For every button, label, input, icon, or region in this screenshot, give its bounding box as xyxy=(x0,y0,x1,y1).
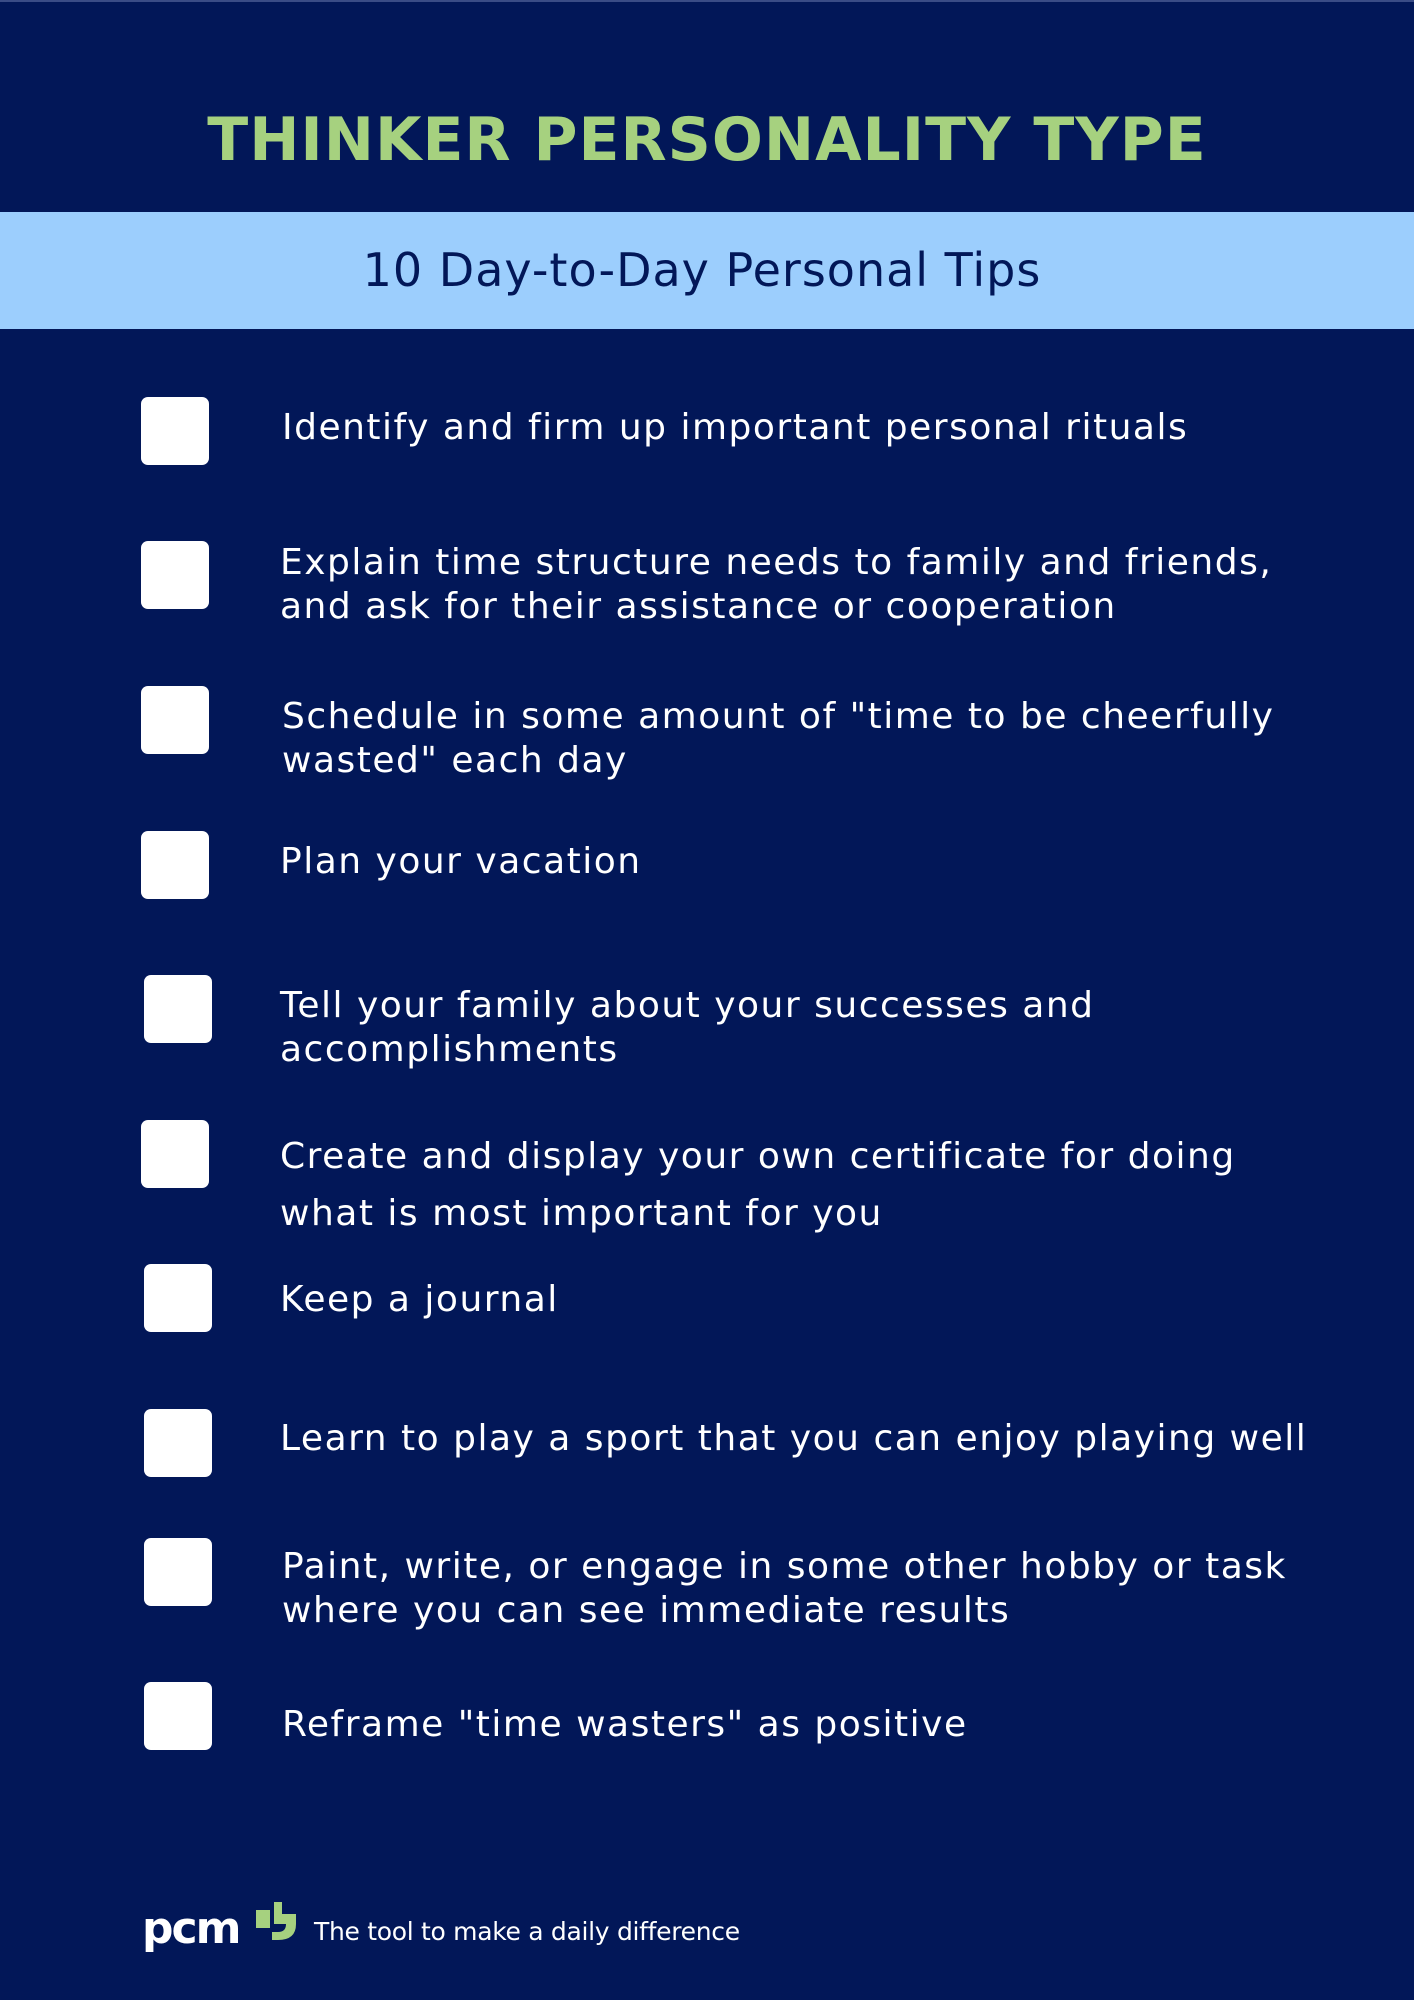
tip-line-1: Create and display your own certificate for doing xyxy=(280,1136,1236,1177)
tip-checkbox[interactable] xyxy=(141,541,209,609)
tip-text xyxy=(280,984,1320,1072)
tip-line-1: Paint, write, or engage in some other hobby or task xyxy=(282,1546,1287,1587)
tip-line-1: Keep a journal xyxy=(280,1279,559,1320)
tip-text xyxy=(282,1703,1322,1747)
tip-checkbox[interactable] xyxy=(141,831,209,899)
logo-wordmark: pcm xyxy=(142,1903,240,1954)
tip-text xyxy=(280,1417,1320,1461)
tip-line-2: wasted" each day xyxy=(282,740,628,781)
tip-text xyxy=(282,695,1322,783)
footer xyxy=(142,1900,842,1956)
tip-checkbox[interactable] xyxy=(141,1120,209,1188)
tip-checkbox[interactable] xyxy=(144,1264,212,1332)
logo-mark-icon xyxy=(252,1900,300,1944)
tip-line-1: Plan your vacation xyxy=(280,841,642,882)
tip-text xyxy=(280,840,1320,884)
tip-line-1: Learn to play a sport that you can enjoy playing well xyxy=(280,1418,1308,1459)
tip-text xyxy=(282,1545,1322,1633)
tip-checkbox[interactable] xyxy=(144,975,212,1043)
tip-checkbox[interactable] xyxy=(141,686,209,754)
tip-line-1: Identify and firm up important personal rituals xyxy=(282,407,1189,448)
tip-checkbox[interactable] xyxy=(144,1538,212,1606)
tip-checkbox[interactable] xyxy=(144,1682,212,1750)
tip-checkbox[interactable] xyxy=(141,397,209,465)
footer-tagline: The tool to make a daily difference xyxy=(314,1917,740,1946)
tip-text xyxy=(280,1128,1320,1242)
tip-checkbox[interactable] xyxy=(144,1409,212,1477)
tip-line-2: where you can see immediate results xyxy=(282,1590,1011,1631)
tip-line-1: Reframe "time wasters" as positive xyxy=(282,1704,968,1745)
pcm-logo xyxy=(142,1900,302,1956)
tip-text xyxy=(282,406,1322,450)
tip-text xyxy=(280,541,1320,629)
tip-text xyxy=(280,1278,1320,1322)
tip-line-1: Explain time structure needs to family and friends, xyxy=(280,542,1273,583)
top-rule xyxy=(0,0,1414,2)
subtitle-banner xyxy=(0,212,1414,329)
tip-line-2: accomplishments xyxy=(280,1029,619,1070)
tip-line-1: Tell your family about your successes and xyxy=(280,985,1095,1026)
subtitle: 10 Day-to-Day Personal Tips xyxy=(362,243,1042,297)
tip-line-2: what is most important for you xyxy=(280,1193,883,1234)
page-title: THINKER PERSONALITY TYPE xyxy=(207,105,1207,175)
tip-line-1: Schedule in some amount of "time to be cheerfully xyxy=(282,696,1275,737)
tip-line-2: and ask for their assistance or cooperation xyxy=(280,586,1117,627)
